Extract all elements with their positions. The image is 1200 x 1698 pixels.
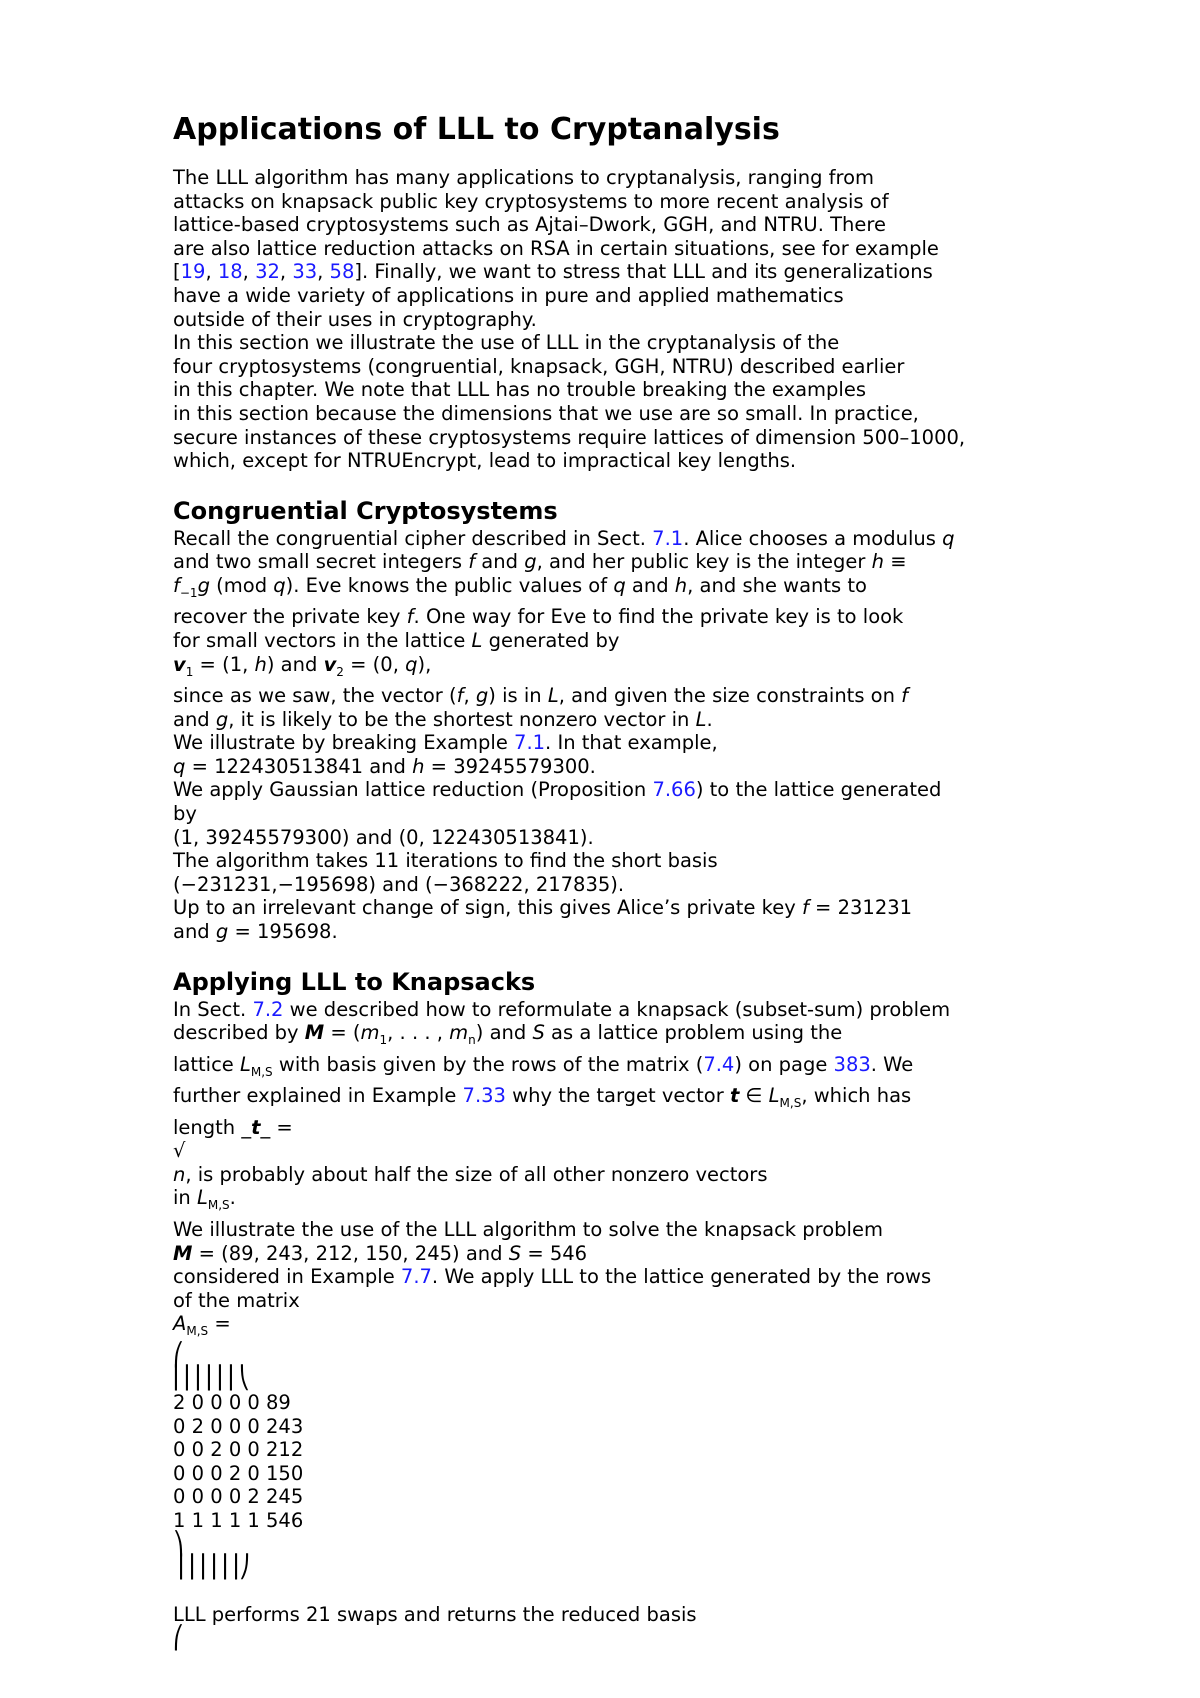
text-run: considered in Example	[173, 1265, 401, 1289]
text-line	[173, 574, 1073, 605]
text-run: which, except for NTRUEncrypt, lead to impractical key lengths.	[173, 449, 797, 473]
math-symbol: f	[901, 684, 909, 708]
text-run: in	[173, 1186, 197, 1210]
math-subscript: M,S	[250, 1064, 273, 1079]
cross-reference-link[interactable]: 7.66	[652, 778, 696, 802]
text-run: , which has	[801, 1084, 912, 1108]
text-run: 2 0 0 0 0 89	[173, 1390, 291, 1414]
math-symbol: L	[695, 707, 707, 731]
text-run: . In that example,	[545, 731, 718, 755]
text-run: outside of their uses in cryptography.	[173, 307, 537, 331]
text-line	[173, 1415, 1073, 1439]
text-run: attacks on knapsack public key cryptosystems to more recent analysis of	[173, 189, 889, 213]
text-run: LLL performs 21 swaps and returns the reduced basis	[173, 1603, 697, 1627]
text-line	[173, 1312, 1073, 1343]
matrix-bracket: ⎟⎟⎟⎟⎟⎟⎠	[173, 1555, 250, 1581]
text-run: 1 1 1 1 1 546	[173, 1508, 304, 1532]
math-subscript: 1	[379, 1033, 388, 1048]
text-line	[173, 260, 1073, 284]
text-run: .	[229, 1186, 236, 1210]
math-symbol: f	[406, 605, 414, 629]
cross-reference-link[interactable]: 58	[329, 260, 355, 284]
text-run: by	[173, 802, 197, 826]
math-subscript: M,S	[779, 1096, 802, 1111]
text-run: and two small secret integers	[173, 550, 469, 574]
math-symbol: g	[197, 573, 210, 597]
cross-reference-link[interactable]: 383	[833, 1052, 871, 1076]
text-run: 0 2 0 0 0 243	[173, 1414, 304, 1438]
text-line	[173, 1116, 1073, 1140]
section-body-congruential	[173, 527, 1073, 944]
text-run: = (	[324, 1021, 361, 1045]
text-run: secure instances of these cryptosystems require lattices of dimension 500–1000,	[173, 425, 966, 449]
text-run: , and her public key is the integer	[536, 550, 872, 574]
text-run: and	[173, 920, 216, 943]
math-symbol: q	[173, 754, 186, 778]
text-run: ) to the lattice generated	[695, 778, 942, 802]
text-line	[173, 1509, 1073, 1533]
text-run: (−231231,−195698) and (−368222, 217835).	[173, 872, 625, 896]
text-run: in this chapter. We note that LLL has no trouble breaking the examples	[173, 378, 867, 402]
text-run: = (1,	[193, 652, 255, 676]
text-line	[173, 1556, 1073, 1580]
text-line	[173, 1533, 1073, 1557]
text-run: √	[173, 1139, 186, 1163]
text-line	[173, 1344, 1073, 1368]
text-run: ,	[242, 260, 256, 284]
text-run: ≡	[884, 550, 907, 574]
text-run: We illustrate by breaking Example	[173, 731, 515, 755]
text-run: = 231231	[808, 896, 913, 920]
text-line	[173, 527, 1073, 551]
text-run: We illustrate the use of the LLL algorithm to solve the knapsack problem	[173, 1217, 883, 1241]
text-line	[173, 355, 1073, 379]
math-symbol: L	[768, 1084, 780, 1108]
text-run: ,	[463, 684, 476, 708]
text-run: , and she wants to	[687, 573, 867, 597]
text-line	[173, 166, 1073, 190]
text-line	[173, 308, 1073, 332]
text-run: =	[208, 1312, 231, 1336]
text-run: ) and	[475, 1021, 533, 1045]
text-line	[173, 653, 1073, 684]
cross-reference-link[interactable]: 7.1	[652, 526, 684, 550]
text-run: (1, 39245579300) and (0, 122430513841).	[173, 825, 594, 849]
text-run: _ =	[260, 1115, 293, 1139]
math-subscript: n	[468, 1033, 476, 1048]
text-line	[173, 1289, 1073, 1313]
math-symbol: L	[471, 628, 483, 652]
text-run: . We apply LLL to the lattice generated by the rows	[431, 1265, 932, 1289]
text-run: , . . . ,	[387, 1021, 450, 1045]
text-run: ,	[205, 260, 218, 284]
math-vector: t	[251, 1115, 261, 1139]
cross-reference-link[interactable]: 18	[217, 260, 243, 284]
text-run: We apply Gaussian lattice reduction (Proposition	[173, 778, 653, 802]
cross-reference-link[interactable]: 19	[180, 260, 206, 284]
text-line	[173, 802, 1073, 826]
math-subscript: −1	[179, 585, 198, 600]
text-line	[173, 708, 1073, 732]
text-run: ,	[279, 260, 293, 284]
math-vector: M	[173, 1241, 193, 1265]
text-run: generated by	[482, 628, 620, 652]
text-line	[173, 684, 1073, 708]
text-line	[173, 896, 1073, 920]
text-line	[173, 1485, 1073, 1509]
text-run: , and given the size constraints on	[558, 684, 902, 708]
text-run: recover the private key	[173, 605, 407, 629]
text-line	[173, 1084, 1073, 1115]
text-run: 0 0 0 2 0 150	[173, 1461, 304, 1485]
math-symbol: f	[468, 550, 476, 574]
text-line	[173, 998, 1073, 1022]
text-line	[173, 1242, 1073, 1266]
text-run: ),	[417, 652, 432, 676]
text-run: of the matrix	[173, 1288, 300, 1312]
text-run: ]. Finally, we want to stress that LLL and its generalizations	[354, 260, 933, 284]
section-heading-knapsacks: Applying LLL to Knapsacks	[173, 967, 536, 996]
text-line	[173, 1021, 1073, 1052]
text-run: ,	[317, 260, 330, 284]
text-line	[173, 284, 1073, 308]
math-symbol: S	[532, 1021, 545, 1045]
text-run: why the target vector	[505, 1084, 730, 1108]
math-symbol: g	[215, 920, 229, 943]
text-run: length _	[173, 1115, 252, 1139]
math-subscript: 2	[336, 664, 344, 679]
text-line	[173, 849, 1073, 873]
text-line	[173, 331, 1073, 355]
text-line	[173, 920, 1073, 944]
text-run: further explained in Example	[173, 1084, 463, 1108]
text-line	[173, 378, 1073, 402]
text-line	[173, 550, 1073, 574]
text-run: we described how to reformulate a knapsack (subset-sum) problem	[283, 997, 951, 1021]
text-run: In this section we illustrate the use of LLL in the cryptanalysis of the	[173, 331, 840, 355]
text-line	[173, 1580, 1073, 1604]
math-subscript: M,S	[186, 1324, 209, 1339]
math-symbol: L	[196, 1186, 208, 1210]
cross-reference-link[interactable]: 32	[255, 260, 280, 284]
cross-reference-link[interactable]: 7.4	[703, 1052, 735, 1076]
text-run: lattice-based cryptosystems such as Ajtai–Dwork, GGH, and NTRU. There	[173, 213, 886, 237]
text-run: = 122430513841 and	[185, 754, 413, 778]
intro-paragraph	[173, 166, 1073, 473]
text-run: The LLL algorithm has many applications to cryptanalysis, ranging from	[173, 166, 875, 189]
text-line	[173, 1218, 1073, 1242]
math-vector: v	[173, 652, 186, 676]
math-symbol: f	[456, 684, 464, 708]
math-symbol: q	[273, 573, 286, 597]
text-run: . We	[870, 1052, 914, 1076]
math-subscript: M,S	[207, 1198, 230, 1213]
text-run: The algorithm takes 11 iterations to find the short basis	[173, 849, 718, 873]
text-run: Recall the congruential cipher described in Sect.	[173, 526, 653, 550]
math-symbol: q	[613, 573, 626, 597]
text-line	[173, 1391, 1073, 1415]
text-line	[173, 1053, 1073, 1084]
text-run: are also lattice reduction attacks on RSA in certain situations, see for example	[173, 236, 939, 260]
math-symbol: L	[547, 684, 559, 708]
math-vector: t	[729, 1084, 740, 1108]
text-run: = (89, 243, 212, 150, 245) and	[192, 1241, 509, 1265]
text-run: , it is likely to be the shortest nonzero vector in	[228, 707, 696, 731]
text-run: = (0,	[343, 652, 406, 676]
text-line	[173, 605, 1073, 629]
text-run: In Sect.	[173, 997, 253, 1021]
text-run: ). Eve knows the public values of	[285, 573, 614, 597]
text-run: in this section because the dimensions that we use are so small. In practice,	[173, 401, 919, 425]
math-symbol: q	[942, 526, 955, 550]
text-run: , is probably about half the size of all other nonzero vectors	[185, 1162, 768, 1186]
document-page	[173, 110, 1073, 1650]
text-run: = 195698.	[228, 920, 338, 943]
math-symbol: h	[871, 550, 884, 574]
math-symbol: L	[240, 1052, 251, 1076]
matrix-bracket: ⎞	[173, 1531, 184, 1557]
text-run: have a wide variety of applications in pure and applied mathematics	[173, 283, 844, 307]
math-symbol: m	[360, 1021, 380, 1045]
text-run: for small vectors in the lattice	[173, 628, 472, 652]
section-heading-congruential: Congruential Cryptosystems	[173, 496, 558, 525]
text-run: with basis given by the rows of the matrix (	[272, 1052, 704, 1076]
text-run: ) is in	[488, 684, 548, 708]
text-line	[173, 1139, 1073, 1163]
text-run: as a lattice problem using the	[544, 1021, 843, 1045]
math-symbol: f	[801, 896, 809, 920]
text-line	[173, 1163, 1073, 1187]
matrix-bracket: ⎜⎜⎜⎜⎜⎜⎝	[173, 1366, 250, 1392]
text-run: 0 0 0 0 2 245	[173, 1485, 304, 1509]
text-run: [	[173, 260, 181, 284]
math-symbol: g	[215, 707, 229, 731]
text-line	[173, 1186, 1073, 1217]
text-run: = 546	[521, 1241, 588, 1265]
text-run: ∈	[739, 1084, 769, 1108]
text-run: four cryptosystems (congruential, knapsack, GGH, NTRU) described earlier	[173, 354, 905, 378]
section-body-knapsacks	[173, 998, 1073, 1651]
matrix-bracket: ⎛	[173, 1625, 184, 1651]
text-line	[173, 873, 1073, 897]
text-line	[173, 1603, 1073, 1627]
text-run: 0 0 2 0 0 212	[173, 1438, 304, 1462]
text-run: ) and	[266, 652, 324, 676]
math-symbol: h	[254, 652, 267, 676]
math-subscript: 1	[185, 664, 194, 679]
math-symbol: h	[674, 573, 688, 597]
math-symbol: h	[412, 754, 425, 778]
text-line	[173, 755, 1073, 779]
text-line	[173, 1367, 1073, 1391]
text-line	[173, 731, 1073, 755]
math-symbol: g	[524, 550, 537, 574]
text-line	[173, 402, 1073, 426]
text-line	[173, 237, 1073, 261]
text-run: and	[475, 550, 525, 574]
matrix-bracket: ⎛	[173, 1342, 184, 1368]
math-symbol: g	[475, 684, 489, 708]
text-line	[173, 213, 1073, 237]
text-run: since as we saw, the vector (	[173, 684, 457, 708]
text-line	[173, 778, 1073, 802]
page-title: Applications of LLL to Cryptanalysis	[173, 112, 780, 147]
cross-reference-link[interactable]: 7.33	[462, 1084, 506, 1108]
text-line	[173, 826, 1073, 850]
text-line	[173, 1265, 1073, 1289]
text-run: and	[625, 573, 675, 597]
text-line	[173, 1438, 1073, 1462]
text-run: .	[706, 707, 713, 731]
text-run: lattice	[173, 1052, 240, 1076]
text-run: and	[173, 707, 216, 731]
text-line	[173, 426, 1073, 450]
text-line	[173, 629, 1073, 653]
text-run: . Alice chooses a modulus	[683, 526, 943, 550]
math-symbol: S	[508, 1241, 522, 1265]
math-symbol: n	[173, 1162, 186, 1186]
text-run: Up to an irrelevant change of sign, this gives Alice’s private key	[173, 896, 802, 920]
text-line	[173, 1627, 1073, 1651]
math-vector: M	[304, 1021, 325, 1045]
cross-reference-link[interactable]: 7.7	[400, 1265, 432, 1289]
text-run: ) on page	[734, 1052, 834, 1076]
math-symbol: f	[173, 573, 180, 597]
text-line	[173, 1462, 1073, 1486]
math-symbol: A	[173, 1312, 187, 1336]
cross-reference-link[interactable]: 7.1	[514, 731, 546, 755]
text-line	[173, 190, 1073, 214]
text-run: . One way for Eve to find the private key is to look	[413, 605, 904, 629]
math-vector: v	[323, 652, 337, 676]
cross-reference-link[interactable]: 33	[292, 260, 318, 284]
text-run: described by	[173, 1021, 305, 1045]
text-run: (mod	[209, 573, 274, 597]
text-line	[173, 449, 1073, 473]
text-run: = 39245579300.	[424, 754, 596, 778]
math-symbol: m	[449, 1021, 469, 1045]
math-symbol: q	[405, 652, 418, 676]
cross-reference-link[interactable]: 7.2	[252, 997, 284, 1021]
